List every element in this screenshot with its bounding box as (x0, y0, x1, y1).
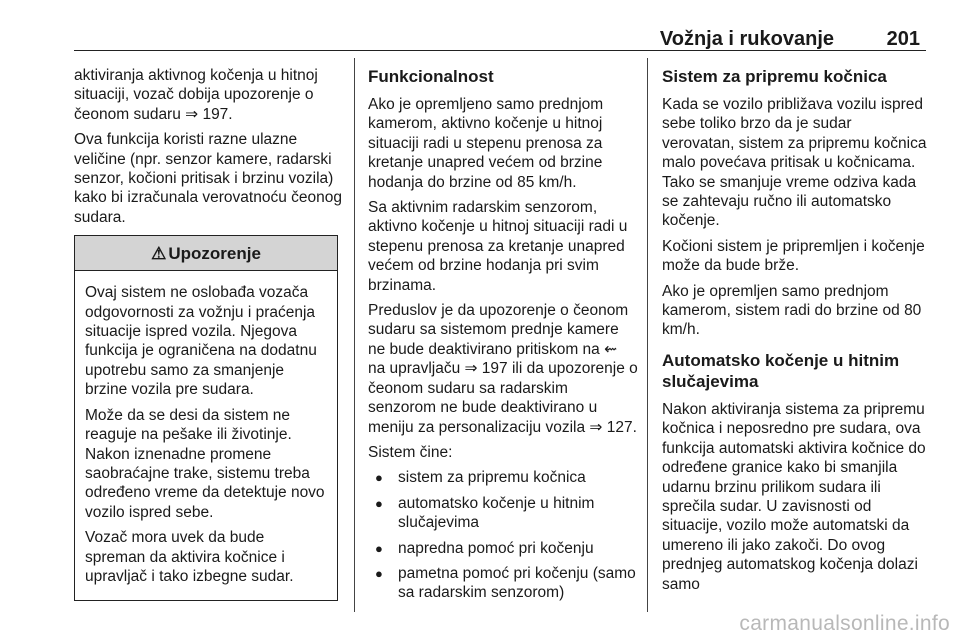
column-divider-2 (647, 58, 648, 612)
list-item: ● sistem za pripremu kočnica (368, 468, 638, 487)
heading-auto-braking: Automatsko kočenje u hitnim slučajevima (662, 350, 900, 391)
warning-paragraph: Ovaj sistem ne oslobađa vozača odgovornosti za vožnju i praćenja situacije ispred vozila. Njegova funkcija je ograničena na dodatnu upotrebu samo za smanjenje brzine vozila pre sudara. (85, 284, 317, 399)
list-item: ● pametna pomoć pri kočenju (samo sa radarskim senzorom) (368, 564, 638, 603)
paragraph: Ova funkcija koristi razne ulazne veličine (npr. senzor kamere, radarski senzor, kočioni pritisak i brzinu vozila) kako bi izračunala verovatnoću čeonog sudara. (74, 131, 342, 226)
paragraph: Ako je opremljen samo prednjom kamerom, sistem radi do brzine od 80 km/h. (662, 282, 922, 339)
system-list (368, 468, 638, 602)
warning-triangle-icon: ⚠ (151, 243, 167, 263)
paragraph: aktiviranja aktivnog kočenja u hitnoj situaciji, vozač dobija upozorenje o čeonom sudaru ⇒ 197. (74, 67, 318, 123)
column-2 (368, 66, 638, 609)
warning-title: Upozorenje (168, 243, 261, 263)
paragraph: Nakon aktiviranja sistema za pripremu kočnica i neposredno pre sudara, ova funkcija automatski aktivira kočnice do određene granice kako bi smanjila udarnu brzinu prilikom sudara ili sprečila sudar. U zavisnosti od situacije, vozilo može automatski da umereno ili jako zakoči. Do ovog prednjeg automatskog kočenja dolazi samo (662, 400, 926, 593)
column-divider-1 (354, 58, 355, 612)
paragraph: Ako je opremljeno samo prednjom kamerom, aktivno kočenje u hitnoj situaciji radi u stepenu prenosa za kretanje unapred većem od brzine hodanja do brzine od 85 km/h. (368, 96, 604, 191)
warning-paragraph: Vozač mora uvek da bude spreman da aktivira kočnice i upravljač i tako izbegne sudar. (85, 529, 294, 585)
warning-body (75, 271, 337, 600)
paragraph: Kočioni sistem je pripremljen i kočenje može da bude brže. (662, 237, 925, 275)
watermark: carmanualsonline.info (739, 612, 950, 635)
warning-paragraph: Može da se desi da sistem ne reaguje na pešake ili životinje. Nakon iznenadne promene saobraćajne trake, sistemu treba određeno vreme da detektuje novo vozilo ispred sebe. (85, 406, 325, 521)
page-number: 201 (886, 28, 920, 50)
section-title: Vožnja i rukovanje (659, 28, 834, 50)
paragraph: Kada se vozilo približava vozilu ispred sebe toliko brzo da je sudar verovatan, sistem za pripremu kočnica malo povećava pritisak u kočnicama. Tako se smanjuje vreme odziva kada se zahtevaju ručno ili automatsko kočenje. (662, 96, 927, 230)
column-1 (74, 66, 344, 601)
header-rule (74, 50, 926, 51)
heading-brake-prep: Sistem za pripremu kočnica (662, 67, 887, 86)
list-item: ● automatsko kočenje u hitnim slučajevima (368, 494, 638, 533)
warning-box (74, 235, 338, 601)
paragraph: Sa aktivnim radarskim senzorom, aktivno kočenje u hitnoj situaciji radi u stepenu prenosa za kretanje unapred većem od brzine hodanja pri svim brzinama. (368, 199, 628, 294)
paragraph: Sistem čine: (368, 443, 453, 461)
list-item: ● napredna pomoć pri kočenju (368, 539, 638, 558)
heading-functionality: Funkcionalnost (368, 67, 494, 86)
paragraph: Preduslov je da upozorenje o čeonom sudaru sa sistemom prednje kamere ne bude deaktivirano pritiskom na ⇜ na upravljaču ⇒ 197 ili da upozorenje o čeonom sudaru sa radarskim senzorom ne bude deaktivirano u meniju za personalizaciju vozila ⇒ 127. (368, 302, 638, 436)
column-3 (662, 66, 927, 600)
warning-header (75, 236, 337, 271)
